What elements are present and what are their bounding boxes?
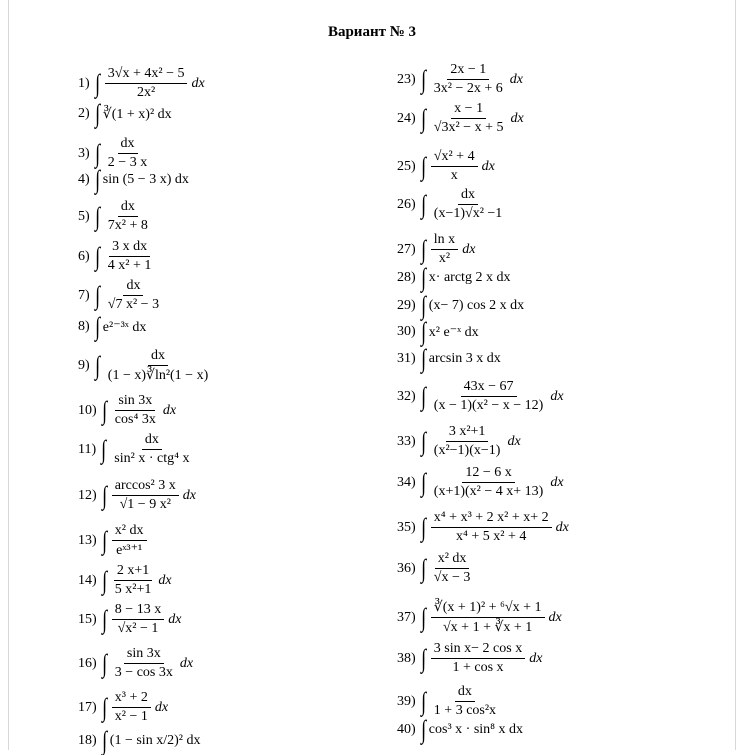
integral-sign-icon: ∫ [420,344,426,373]
fraction [112,393,159,428]
fraction-numerator: ∛(x + 1)² + ⁶√x + 1 [431,599,545,618]
item-number: 31) [397,351,416,366]
integral-item [78,278,164,313]
fraction-denominator: x² − 1 [114,709,148,724]
fraction-numerator: 2 x+1 [114,563,152,581]
item-number: 28) [397,270,416,285]
differential: dx [507,433,521,449]
integral-sign-icon: ∫ [101,604,107,634]
integral-sign-icon: ∫ [420,512,426,542]
differential: dx [550,474,564,490]
fraction-numerator: 12 − 6 x [462,465,514,483]
fraction [431,424,504,459]
fraction-numerator: dx [148,348,168,366]
fraction [431,149,478,184]
integral-sign-icon: ∫ [101,726,107,755]
fraction-numerator: 3 x²+1 [446,424,489,442]
item-number: 26) [397,196,416,212]
integral-item [78,646,193,681]
fraction-numerator: x² dx [112,523,147,541]
integral-sign-icon: ∫ [420,553,426,583]
fraction [431,232,458,267]
integral-sign-icon: ∫ [101,434,107,464]
fraction-numerator: 3 sin x− 2 cos x [431,641,525,659]
fraction [112,646,176,681]
integral-item [397,424,521,459]
fraction-denominator: sin² x · ctg⁴ x [114,451,190,466]
fraction-numerator: sin 3x [115,393,155,411]
integral-sign-icon: ∫ [94,351,100,380]
item-number: 11) [78,441,97,457]
integral-sign-icon: ∫ [420,467,426,497]
integral-item [397,510,569,545]
integral-sign-icon: ∫ [420,64,426,94]
item-number: 29) [397,298,416,313]
item-number: 36) [397,560,416,576]
integral-sign-icon: ∫ [101,648,107,678]
fraction-numerator: ln x [431,232,458,250]
item-number: 2) [78,106,90,121]
integral-item [78,523,149,559]
integral-item [78,432,194,467]
fraction-numerator: 43x − 67 [461,379,517,397]
integral-item [397,293,524,319]
fraction-denominator: (x²−1)(x−1) [433,443,501,458]
fraction-numerator: 3√x + 4x² − 5 [105,66,188,84]
fraction-numerator: x² dx [435,551,470,569]
fraction-numerator: dx [118,136,138,154]
item-number: 1) [78,75,90,91]
integral-sign-icon: ∫ [94,99,100,128]
differential: dx [191,75,205,91]
item-number: 27) [397,241,416,257]
fraction [112,690,151,725]
fraction-denominator: √x² − 1 [117,621,159,636]
fraction-numerator: 8 − 13 x [112,602,164,620]
fraction [112,602,164,637]
item-number: 39) [397,693,416,709]
fraction-numerator: dx [458,187,478,205]
integral-sign-icon: ∫ [94,201,100,231]
differential: dx [481,158,495,174]
fraction-numerator: x⁴ + x³ + 2 x² + x+ 2 [431,510,552,528]
integral-item [78,199,153,234]
integrand-expression: (1 − sin x/2)² dx [109,733,201,748]
fraction-denominator: (x−1)√x² −1 [433,206,503,221]
item-number: 16) [78,655,97,671]
fraction-denominator: eˣ³⁺¹ [116,543,143,558]
differential: dx [548,609,562,625]
integrand-expression: ∛(1 + x)² dx [102,106,172,122]
fraction-numerator: dx [142,432,162,450]
fraction-denominator: 3x² − 2x + 6 [433,81,503,96]
integral-sign-icon: ∫ [94,312,100,341]
integral-item [397,319,479,345]
integral-item [397,684,501,719]
fraction-denominator: 1 + cos x [452,660,504,675]
item-number: 37) [397,609,416,625]
fraction-denominator: 2 − 3 x [107,155,148,170]
differential: dx [154,699,169,715]
integral-sign-icon: ∫ [94,68,100,98]
item-number: 38) [397,650,416,666]
fraction-numerator: sin 3x [124,646,164,664]
fraction [431,641,525,676]
integral-item [397,149,495,184]
page-title: Вариант № 3 [327,24,417,40]
integral-sign-icon: ∫ [94,241,100,271]
differential: dx [168,611,182,627]
item-number: 24) [397,110,416,126]
differential: dx [158,572,172,588]
integral-item [78,136,152,171]
integral-sign-icon: ∫ [101,526,107,555]
integral-sign-icon: ∫ [420,686,426,716]
integrand-expression: x· arctg 2 x dx [428,270,511,285]
integrand-expression: cos³ x · sin⁸ x dx [428,722,524,737]
fraction [431,62,506,97]
differential: dx [182,487,196,503]
integral-sign-icon: ∫ [101,565,107,595]
integral-sign-icon: ∫ [420,602,426,632]
item-number: 17) [78,699,97,715]
fraction-numerator: x³ + 2 [112,690,151,708]
integral-sign-icon: ∫ [94,138,100,168]
integral-item [397,465,564,500]
fraction-denominator: x² [438,251,451,266]
integral-item [397,101,524,136]
integral-item [78,239,156,274]
fraction [112,523,147,559]
fraction-denominator: (1 − x)∛ln²(1 − x) [107,368,209,383]
item-number: 30) [397,324,416,339]
integral-item [78,66,205,101]
item-number: 7) [78,287,90,303]
integral-sign-icon: ∫ [420,263,426,292]
fraction-denominator: x [450,168,458,183]
integral-sign-icon: ∫ [101,395,107,425]
integral-sign-icon: ∫ [420,643,426,673]
fraction [112,563,155,598]
item-number: 32) [397,388,416,404]
integral-sign-icon: ∫ [420,151,426,181]
integrand-expression: x² e⁻ˣ dx [428,324,479,340]
fraction-denominator: √x + 1 + ∛x + 1 [443,620,533,635]
fraction [431,379,547,414]
integral-item [397,232,475,267]
integral-item [397,62,523,97]
fraction-numerator: arccos² 3 x [112,478,179,496]
item-number: 34) [397,474,416,490]
item-number: 6) [78,248,90,264]
fraction-denominator: 4 x² + 1 [107,258,152,273]
integral-sign-icon: ∫ [420,317,426,346]
integral-item [78,728,200,754]
fraction [105,239,155,274]
fraction-numerator: dx [455,684,475,702]
item-number: 13) [78,533,97,548]
differential: dx [462,241,476,257]
item-number: 4) [78,172,90,187]
integral-item [397,265,510,291]
fraction-denominator: 3 − cos 3x [114,665,173,680]
fraction-numerator: x − 1 [451,101,486,119]
item-number: 5) [78,208,90,224]
differential: dx [179,655,194,671]
fraction-numerator: 3 x dx [109,239,150,257]
integral-sign-icon: ∫ [420,291,426,320]
integral-item [397,551,475,586]
item-number: 12) [78,487,97,503]
fraction-denominator: (x − 1)(x² − x − 12) [433,398,544,413]
fraction [112,478,179,513]
integral-item [397,641,542,676]
fraction [105,136,150,171]
fraction [431,101,507,136]
fraction [105,199,151,234]
fraction [431,187,506,222]
integral-sign-icon: ∫ [94,280,100,310]
item-number: 14) [78,572,97,588]
item-number: 35) [397,519,416,535]
fraction-numerator: dx [123,278,143,296]
integral-item [78,478,196,513]
integrand-expression: e²⁻³ˣ dx [102,319,147,335]
integral-item [78,348,213,384]
item-number: 33) [397,433,416,449]
integral-item [78,602,181,637]
item-number: 9) [78,358,90,373]
integral-sign-icon: ∫ [420,426,426,456]
integral-item [78,167,189,193]
integral-sign-icon: ∫ [101,480,107,510]
integral-item [397,346,501,372]
item-number: 8) [78,319,90,334]
integral-sign-icon: ∫ [420,189,426,219]
item-number: 23) [397,71,416,87]
fraction-denominator: √x − 3 [433,570,471,585]
fraction-denominator: 7x² + 8 [107,218,148,233]
integral-item [397,717,523,743]
integrand-expression: sin (5 − 3 x) dx [102,172,189,187]
integral-item [78,690,168,725]
item-number: 15) [78,611,97,627]
fraction-denominator: 2x² [137,85,156,100]
differential: dx [510,110,524,126]
item-number: 18) [78,733,97,748]
fraction [431,465,547,500]
integral-item [397,379,564,414]
integral-sign-icon: ∫ [420,103,426,133]
integral-sign-icon: ∫ [420,381,426,411]
integrand-expression: (x− 7) cos 2 x dx [428,298,525,313]
integral-sign-icon: ∫ [420,715,426,744]
fraction-denominator: x⁴ + 5 x² + 4 [456,529,527,544]
integral-item [78,314,146,340]
fraction-denominator: cos⁴ 3x [114,412,156,427]
integral-sign-icon: ∫ [101,692,107,722]
fraction [431,599,545,636]
fraction-denominator: 5 x²+1 [114,582,152,597]
fraction-numerator: dx [118,199,138,217]
differential: dx [529,650,543,666]
item-number: 25) [397,158,416,174]
fraction-numerator: √x² + 4 [431,149,478,167]
differential: dx [162,402,177,418]
integral-item [78,101,172,127]
differential: dx [550,388,564,404]
item-number: 10) [78,402,97,418]
fraction-denominator: √3x² − x + 5 [433,120,504,135]
differential: dx [509,71,524,87]
integral-sign-icon: ∫ [94,165,100,194]
differential: dx [555,519,569,535]
fraction [105,66,188,101]
integrand-expression: arcsin 3 x dx [428,351,501,366]
integral-sign-icon: ∫ [420,234,426,264]
fraction-denominator: 1 + 3 cos²x [433,703,497,718]
fraction-numerator: 2x − 1 [447,62,489,80]
integral-item [397,599,562,636]
integral-item [397,187,507,222]
fraction [431,551,474,586]
fraction-denominator: √7 x² − 3 [107,297,160,312]
item-number: 3) [78,145,90,161]
item-number: 40) [397,722,416,737]
fraction [111,432,192,467]
fraction [431,684,499,719]
fraction [431,510,552,545]
fraction [105,278,162,313]
integral-item [78,393,176,428]
fraction-denominator: √1 − 9 x² [119,497,171,512]
integral-item [78,563,172,598]
fraction-denominator: (x+1)(x² − 4 x+ 13) [433,484,544,499]
fraction [105,348,211,384]
